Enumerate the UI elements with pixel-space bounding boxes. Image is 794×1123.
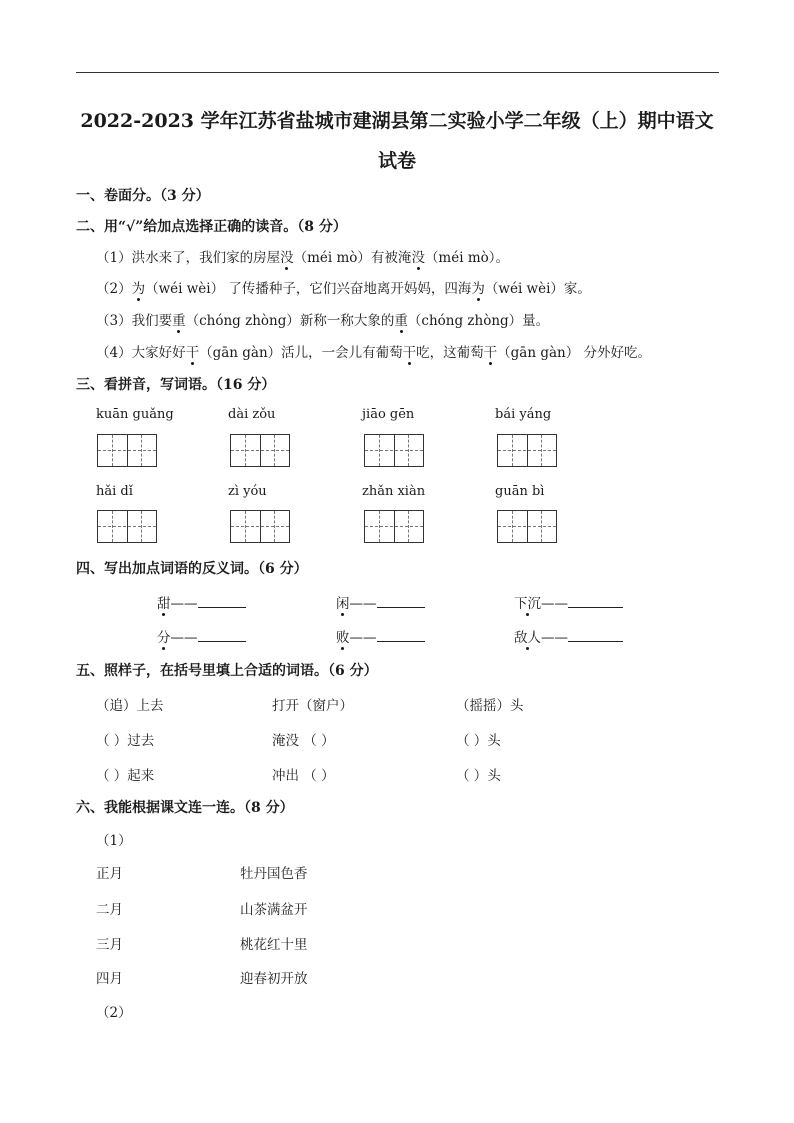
dash: —— (170, 630, 198, 646)
pinyin-label: dài zǒu (228, 407, 276, 422)
writing-grid[interactable] (97, 510, 157, 543)
q1-dotted-char-2: 没 (411, 246, 425, 266)
section6-heading: 六、我能根据课文连一连。（8 分） (76, 800, 294, 816)
pinyin-label: zhǎn xiàn (362, 484, 426, 499)
q2-text-c: （wéi wèi）家。 (484, 281, 591, 297)
answer-blank[interactable] (198, 595, 246, 608)
match-right-item[interactable]: 迎春初开放 (240, 971, 308, 987)
dotted-word: 甜 (157, 592, 171, 612)
antonym-item (157, 592, 246, 612)
antonym-item (157, 626, 246, 646)
fill-item[interactable]: （ ）头 (456, 768, 501, 784)
section2-heading: 二、用“√”给加点选择正确的读音。（8 分） (76, 219, 347, 235)
q2-dotted-char-2: 为 (471, 277, 485, 297)
match-right-item[interactable]: 牡丹国色香 (240, 866, 308, 882)
sub-question-1: （1） (96, 833, 132, 849)
fill-item[interactable]: （ ）头 (456, 733, 501, 749)
page-title-line1: 2022-2023 学年江苏省盐城市建湖县第二实验小学二年级（上）期中语文 (80, 110, 714, 132)
q1-dotted-char-1: 没 (280, 246, 294, 266)
fill-item: （摇摇）头 (456, 698, 524, 714)
q4-dotted-char-3: 干 (484, 341, 498, 361)
match-left-item[interactable]: 三月 (96, 937, 123, 953)
q4-dotted-char-1: 干 (186, 341, 200, 361)
dotted-word: 闲 (336, 592, 350, 612)
q1-text-c: （méi mò）。 (424, 250, 510, 266)
pinyin-label: zì yóu (228, 484, 267, 499)
dash: —— (541, 630, 568, 646)
sub-question-2: （2） (96, 1005, 132, 1021)
dash: —— (349, 596, 377, 612)
fill-item[interactable]: （ ）过去 (96, 733, 155, 749)
fill-item: 打开（窗户） (272, 698, 353, 714)
writing-grid[interactable] (97, 434, 157, 467)
match-right-item[interactable]: 山茶满盆开 (240, 902, 308, 918)
antonym-item (336, 626, 425, 646)
dash: —— (349, 630, 377, 646)
section3-heading: 三、看拼音，写词语。（16 分） (76, 377, 276, 393)
writing-grid[interactable] (364, 510, 424, 543)
page-title-line2: 试卷 (377, 150, 416, 172)
dotted-word: 下沉 (514, 592, 541, 612)
match-left-item[interactable]: 二月 (96, 902, 123, 918)
s2-question-3 (96, 309, 549, 329)
pinyin-label: bái yáng (495, 407, 552, 422)
section1-heading: 一、卷面分。（3 分） (76, 188, 210, 204)
q3-text-a: （3）我们要 (96, 313, 173, 329)
dotted-word: 分 (157, 626, 171, 646)
dotted-word: 敌人 (514, 626, 541, 646)
pinyin-label: hǎi dǐ (96, 484, 133, 499)
q3-dotted-char-2: 重 (394, 309, 408, 329)
q3-text-c: （chóng zhòng）量。 (407, 313, 550, 329)
pinyin-label: guān bì (495, 484, 545, 499)
pinyin-label: kuān guǎng (96, 407, 174, 422)
dotted-word: 败 (336, 626, 350, 646)
q4-text-d: （gān gàn） 分外好吃。 (497, 345, 652, 361)
s2-question-1 (96, 246, 509, 266)
section4-heading: 四、写出加点词语的反义词。（6 分） (76, 561, 308, 577)
antonym-item (514, 626, 623, 646)
antonym-item (336, 592, 425, 612)
q3-dotted-char-1: 重 (172, 309, 186, 329)
answer-blank[interactable] (377, 629, 425, 642)
answer-blank[interactable] (568, 629, 623, 642)
fill-item[interactable]: （ ）起来 (96, 768, 155, 784)
fill-item: （追）上去 (96, 698, 164, 714)
q1-text-a: （1）洪水来了，我们家的房屋 (96, 250, 281, 266)
section5-heading: 五、照样子，在括号里填上合适的词语。（6 分） (76, 663, 378, 679)
match-left-item[interactable]: 四月 (96, 971, 123, 987)
q2-text-b: （wéi wèi） 了传播种子，它们兴奋地离开妈妈，四海 (145, 281, 472, 297)
s2-question-2 (96, 277, 591, 297)
match-right-item[interactable]: 桃花红十里 (240, 937, 308, 953)
writing-grid[interactable] (497, 434, 557, 467)
dash: —— (541, 596, 568, 612)
fill-item[interactable]: 淹没 （ ） (272, 733, 335, 749)
q4-dotted-char-2: 干 (403, 341, 417, 361)
writing-grid[interactable] (230, 510, 290, 543)
q2-dotted-char-1: 为 (132, 277, 146, 297)
pinyin-label: jiāo gēn (362, 407, 415, 422)
answer-blank[interactable] (198, 629, 246, 642)
q1-text-b: （méi mò）有被淹 (293, 250, 412, 266)
antonym-item (514, 592, 623, 612)
q4-text-b: （gān gàn）活儿，一会儿有葡萄 (199, 345, 403, 361)
fill-item[interactable]: 冲出 （ ） (272, 768, 335, 784)
q4-text-a: （4）大家好好 (96, 345, 186, 361)
answer-blank[interactable] (568, 595, 623, 608)
match-left-item[interactable]: 正月 (96, 866, 123, 882)
writing-grid[interactable] (497, 510, 557, 543)
q3-text-b: （chóng zhòng）新称一称大象的 (185, 313, 395, 329)
answer-blank[interactable] (377, 595, 425, 608)
q4-text-c: 吃，这葡萄 (416, 345, 484, 361)
writing-grid[interactable] (230, 434, 290, 467)
q2-text-a: （2） (96, 281, 132, 297)
dash: —— (170, 596, 198, 612)
s2-question-4 (96, 341, 651, 361)
top-rule (76, 72, 719, 73)
writing-grid[interactable] (364, 434, 424, 467)
